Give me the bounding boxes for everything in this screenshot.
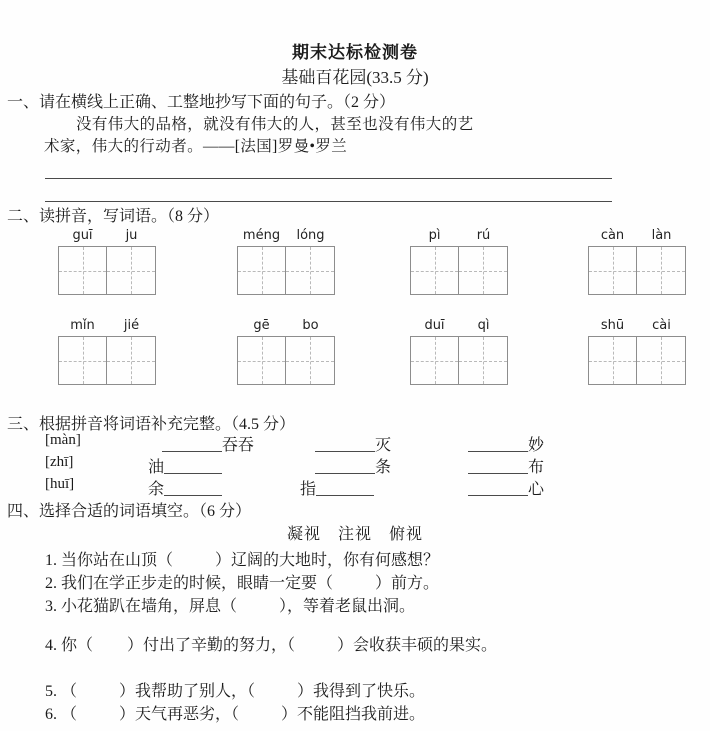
tianzige-grid[interactable] [58, 336, 156, 385]
tianzige-cell[interactable] [637, 247, 685, 294]
pinyin-row [588, 318, 686, 333]
question-text-after: ）我得到了快乐。 [297, 683, 426, 700]
answer-blank[interactable] [468, 458, 528, 474]
question-number: 3. [45, 598, 57, 615]
tianzige-cell[interactable] [589, 247, 637, 294]
question-text-before: 我们在学正步走的时候，眼睛一定要（ [61, 575, 334, 592]
pinyin-syllable: mǐn [70, 318, 95, 333]
copy-quote-text [44, 114, 622, 158]
tianzige-cell[interactable] [589, 337, 637, 384]
question-text-after: ）前方。 [375, 575, 440, 592]
s3-word-1-0: 油 [148, 459, 165, 476]
answer-blank[interactable] [316, 480, 374, 496]
s3-word-2-1: 指 [300, 481, 317, 498]
s3-item-0-0[interactable] [162, 432, 254, 455]
pinyin-syllable: bo [302, 318, 319, 333]
s3-item-0-1[interactable] [315, 432, 391, 455]
section-3-row-man [0, 432, 710, 454]
question-text-middle: ）天气再恶劣，（ [119, 706, 240, 723]
tianzige-cell[interactable] [59, 337, 107, 384]
tianzige-cell[interactable] [459, 247, 507, 294]
pinyin-row [237, 228, 335, 243]
pinyin-row [588, 228, 686, 243]
question-text-before: 当你站在山顶（ [61, 552, 174, 569]
pinyin-grid-group [58, 318, 156, 385]
question-text-after: ）不能阻挡我前进。 [281, 706, 426, 723]
question-number: 6. [45, 706, 57, 723]
question-4 [45, 632, 497, 655]
s3-item-2-2[interactable] [468, 476, 544, 499]
pinyin-syllable: rú [476, 228, 491, 243]
writing-line-1[interactable] [45, 178, 612, 179]
pinyin-syllable: guī [72, 228, 93, 243]
answer-blank[interactable] [164, 480, 222, 496]
tianzige-cell[interactable] [286, 337, 334, 384]
pinyin-grid-group [410, 318, 508, 385]
pinyin-syllable: jié [123, 318, 140, 333]
pinyin-row [237, 318, 335, 333]
writing-line-2[interactable] [45, 201, 612, 202]
answer-blank[interactable] [315, 458, 375, 474]
pinyin-grid-group [588, 318, 686, 385]
pinyin-syllable: gē [253, 318, 270, 333]
tianzige-grid[interactable] [237, 246, 335, 295]
answer-blank[interactable] [162, 436, 222, 452]
pinyin-syllable: cài [652, 318, 671, 333]
tianzige-cell[interactable] [411, 247, 459, 294]
quote-line-1: 没有伟大的品格，就没有伟大的人，甚至也没有伟大的艺 [76, 116, 474, 133]
pinyin-tag-man: [màn] [45, 432, 81, 448]
section-1-heading: 一、请在横线上正确、工整地抄写下面的句子。（2 分） [7, 94, 396, 111]
pinyin-row [58, 228, 156, 243]
question-text-before: （ [61, 683, 78, 700]
question-text-before: （ [61, 706, 78, 723]
question-text-after: ）会收获丰硕的果实。 [337, 637, 498, 654]
s3-word-0-0: 吞吞 [222, 437, 255, 454]
question-number: 2. [45, 575, 57, 592]
pinyin-row [410, 228, 508, 243]
question-number: 5. [45, 683, 57, 700]
section-3-heading: 三、根据拼音将词语补充完整。（4.5 分） [7, 416, 296, 433]
section-3-row-zhi [0, 454, 710, 476]
question-text-middle: ）我帮助了别人，（ [119, 683, 256, 700]
section-4-heading: 四、选择合适的词语填空。（6 分） [7, 503, 252, 520]
pinyin-syllable: càn [600, 228, 625, 243]
pinyin-syllable: làn [651, 228, 672, 243]
s3-word-1-1: 条 [375, 459, 392, 476]
s3-item-2-0[interactable] [148, 476, 222, 499]
pinyin-grid-group [237, 228, 335, 295]
pinyin-grid-group [237, 318, 335, 385]
tianzige-cell[interactable] [59, 247, 107, 294]
pinyin-syllable: lóng [296, 228, 325, 243]
question-number: 4. [45, 637, 57, 654]
tianzige-grid[interactable] [410, 246, 508, 295]
question-text-before: 你（ [61, 637, 94, 654]
tianzige-cell[interactable] [637, 337, 685, 384]
question-2 [45, 570, 439, 593]
tianzige-cell[interactable] [238, 247, 286, 294]
question-number: 1. [45, 552, 57, 569]
quote-line-2: 术家，伟大的行动者。——[法国]罗曼•罗兰 [44, 138, 348, 155]
section-3-row-hui [0, 476, 710, 498]
question-6 [45, 701, 425, 724]
s3-word-0-1: 灭 [375, 437, 392, 454]
pinyin-syllable: shū [600, 318, 625, 333]
page-title: 期末达标检测卷 [292, 43, 418, 62]
pinyin-grid-group [588, 228, 686, 295]
s3-item-0-2[interactable] [468, 432, 544, 455]
s3-word-1-2: 布 [528, 459, 545, 476]
tianzige-cell[interactable] [286, 247, 334, 294]
s3-item-2-1[interactable] [300, 476, 374, 499]
pinyin-tag-hui: [huī] [45, 476, 75, 492]
question-text-after: ），等着老鼠出洞。 [279, 598, 416, 615]
tianzige-grid[interactable] [58, 246, 156, 295]
pinyin-syllable: ju [125, 228, 138, 243]
tianzige-grid[interactable] [588, 336, 686, 385]
s3-item-1-2[interactable] [468, 454, 544, 477]
answer-blank[interactable] [315, 436, 375, 452]
question-text-after: ）辽阔的大地时，你有何感想？ [215, 552, 440, 569]
s3-item-1-1[interactable] [315, 454, 391, 477]
tianzige-grid[interactable] [410, 336, 508, 385]
pinyin-syllable: duī [424, 318, 445, 333]
question-3 [45, 593, 415, 616]
word-bank: 凝视 注视 俯视 [286, 526, 423, 543]
pinyin-syllable: qì [477, 318, 490, 333]
pinyin-row [410, 318, 508, 333]
s3-word-0-2: 妙 [528, 437, 545, 454]
question-5 [45, 678, 425, 701]
pinyin-tag-zhi: [zhī] [45, 454, 74, 470]
question-text-middle: ）付出了辛勤的努力，（ [127, 637, 296, 654]
tianzige-cell[interactable] [411, 337, 459, 384]
tianzige-grid[interactable] [588, 246, 686, 295]
page-subtitle: 基础百花园(33.5 分) [281, 68, 429, 87]
answer-blank[interactable] [468, 436, 528, 452]
answer-blank[interactable] [164, 458, 222, 474]
tianzige-cell[interactable] [107, 337, 155, 384]
pinyin-row [58, 318, 156, 333]
pinyin-syllable: méng [242, 228, 281, 243]
tianzige-grid[interactable] [237, 336, 335, 385]
pinyin-syllable: pì [428, 228, 441, 243]
pinyin-grid-group [58, 228, 156, 295]
tianzige-cell[interactable] [459, 337, 507, 384]
s3-item-1-0[interactable] [148, 454, 222, 477]
tianzige-cell[interactable] [107, 247, 155, 294]
section-2-heading: 二、读拼音，写词语。（8 分） [7, 208, 220, 225]
s3-word-2-0: 余 [148, 481, 165, 498]
question-1 [45, 547, 439, 570]
pinyin-grid-group [410, 228, 508, 295]
question-text-before: 小花猫趴在墙角，屏息（ [61, 598, 238, 615]
s3-word-2-2: 心 [528, 481, 545, 498]
tianzige-cell[interactable] [238, 337, 286, 384]
answer-blank[interactable] [468, 480, 528, 496]
